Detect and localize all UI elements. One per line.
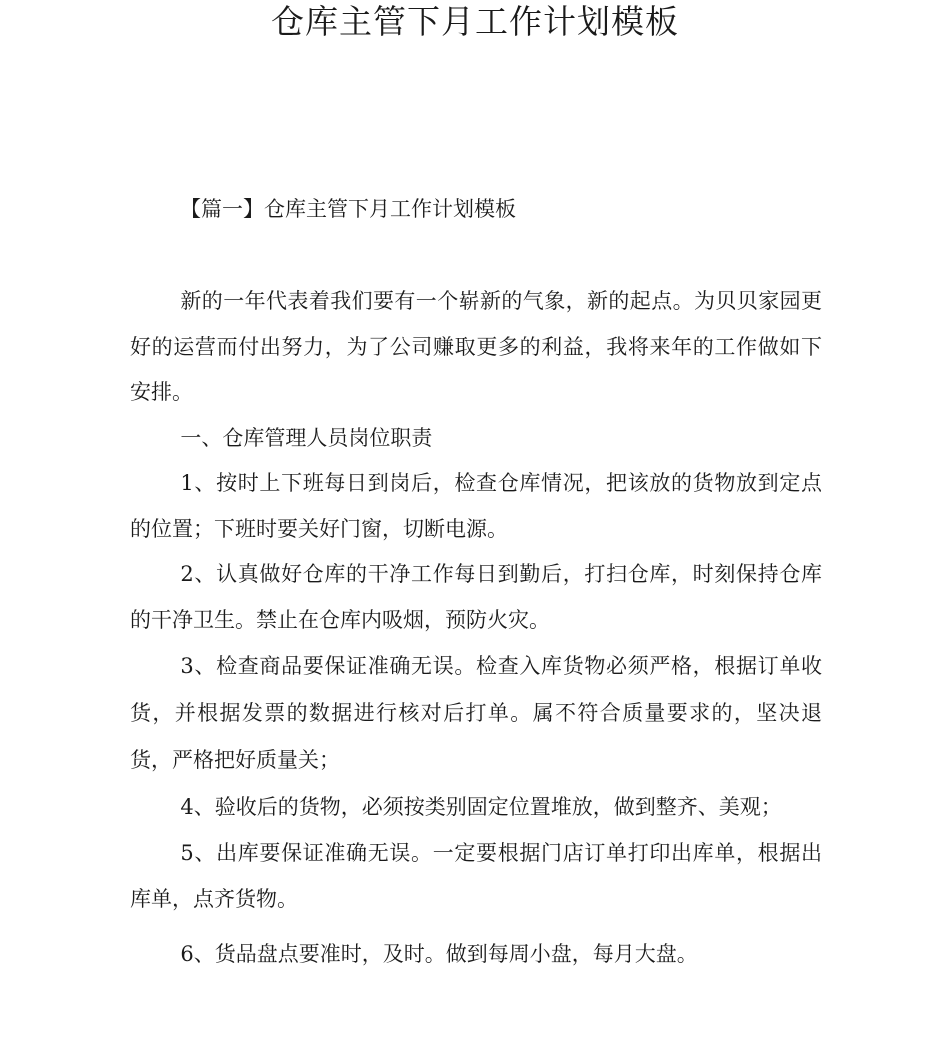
paragraph-item-4: 4、验收后的货物，必须按类别固定位置堆放，做到整齐、美观；: [180, 795, 782, 819]
paragraph-item-3: 3、检查商品要保证准确无误。检查入库货物必须严格，根据订单收货，并根据发票的数据进行核对后打单。属不符合质量要求的，坚决退货，严格把好质量关；: [130, 654, 822, 772]
paragraph-item-2: 2、认真做好仓库的干净工作每日到勤后，打扫仓库，时刻保持仓库的干净卫生。禁止在仓库内吸烟，预防火灾。: [130, 562, 822, 632]
paragraph-intro: 新的一年代表着我们要有一个崭新的气象，新的起点。为贝贝家园更好的运营而付出努力，为了公司赚取更多的利益，我将来年的工作做如下安排。: [130, 289, 822, 404]
paragraph-item-6: 6、货品盘点要准时，及时。做到每周小盘，每月大盘。: [180, 942, 698, 966]
paragraph-item-5: 5、出库要保证准确无误。一定要根据门店订单打印出库单，根据出库单，点齐货物。: [130, 841, 822, 911]
paragraph-item-1: 1、按时上下班每日到岗后，检查仓库情况，把该放的货物放到定点的位置；下班时要关好门窗，切断电源。: [130, 471, 822, 541]
paragraph-heading-duties: 一、仓库管理人员岗位职责: [180, 425, 433, 450]
document-title: 仓库主管下月工作计划模板: [271, 2, 679, 41]
document-body: [130, 279, 822, 978]
section-heading: 【篇一】仓库主管下月工作计划模板: [180, 197, 516, 221]
